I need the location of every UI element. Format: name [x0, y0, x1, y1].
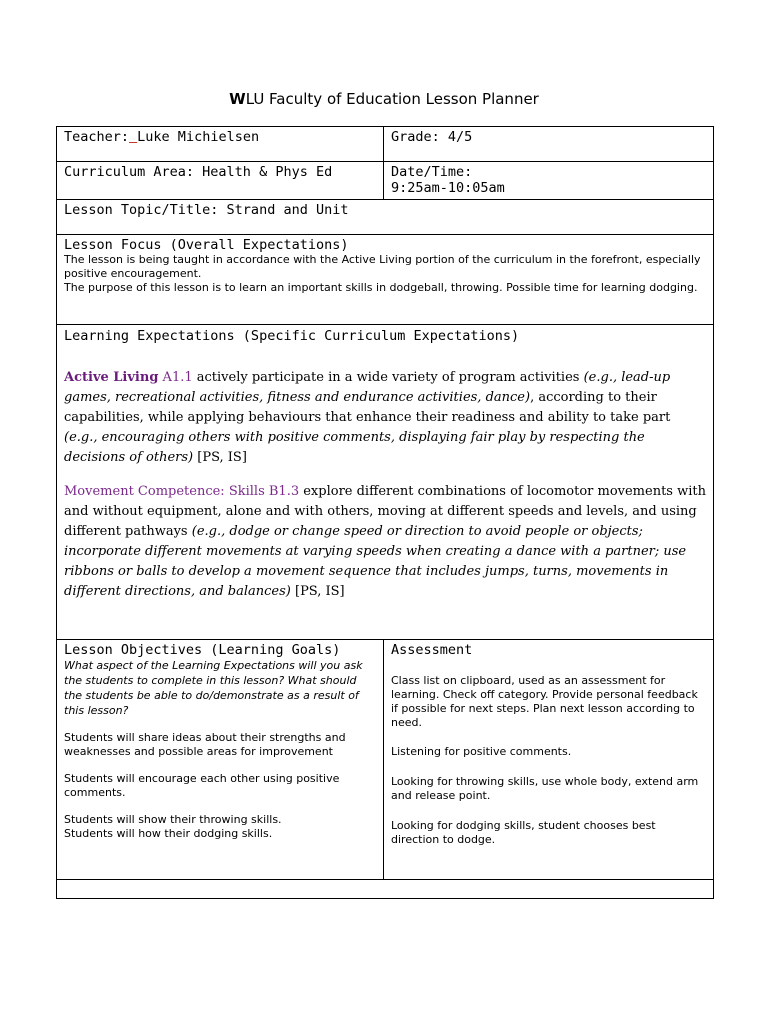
- lesson-planner-table: [56, 126, 714, 899]
- a1-text-1: actively participate in a wide variety of program activities: [192, 370, 584, 385]
- b1-examples: (e.g., dodge or change speed or direction to avoid people or objects; incorporate different movements at varying speeds when creating a dance with a partner; use ribbons or balls to develop a movement sequence that includes jumps, turns, movements in different directions, and balances): [64, 524, 687, 599]
- expectations-cell: [57, 325, 714, 640]
- objective-item-2: Students will encourage each other using positive comments.: [64, 772, 340, 799]
- teacher-cell: [57, 127, 384, 162]
- grade-cell: [384, 127, 714, 162]
- b1-text-2: [PS, IS]: [290, 584, 345, 599]
- grade-value: Grade: 4/5: [391, 129, 473, 145]
- datetime-cell: [384, 162, 714, 200]
- objectives-heading: Lesson Objectives (Learning Goals): [64, 642, 341, 658]
- datetime-value: 9:25am-10:05am: [391, 180, 505, 196]
- strand-active-living: Active Living: [64, 370, 159, 385]
- row-focus: [57, 235, 714, 325]
- code-a1-1: A1.1: [158, 370, 193, 385]
- b1-text-1: explore different combinations of locomotor movements with and without equipment, alone and with others, moving at different speeds and levels, and using different pathways: [64, 484, 706, 539]
- objective-item-3b: Students will how their dodging skills.: [64, 827, 273, 840]
- assessment-item-2: Listening for positive comments.: [391, 745, 572, 758]
- objective-item-3a: Students will show their throwing skills.: [64, 813, 282, 826]
- a1-examples-1: (e.g., lead-up games, recreational activities, fitness and endurance activities, dance): [64, 370, 671, 405]
- a1-examples-2: (e.g., encouraging others with positive comments, displaying fair play by respecting the decisions of others): [64, 430, 645, 465]
- row-empty-footer: [57, 880, 714, 899]
- curriculum-area: Curriculum Area: Health & Phys Ed: [64, 164, 333, 180]
- assessment-cell: [384, 640, 714, 880]
- curriculum-cell: [57, 162, 384, 200]
- page-title-lead: W: [229, 90, 246, 108]
- assessment-item-4: Looking for dodging skills, student chooses best direction to dodge.: [391, 819, 656, 846]
- objectives-prompt: What aspect of the Learning Expectations will you ask the students to complete in this lesson? What should the students be able to do/demonstrate as a result of this lesson?: [64, 659, 363, 717]
- assessment-item-3: Looking for throwing skills, use whole body, extend arm and release point.: [391, 775, 699, 802]
- focus-line-1: The lesson is being taught in accordance with the Active Living portion of the curriculum in the forefront, especially positive encouragement.: [64, 253, 701, 280]
- datetime-label: Date/Time:: [391, 164, 473, 180]
- row-curriculum-date: [57, 162, 714, 200]
- teacher-label: Teacher:: [64, 129, 130, 145]
- row-objectives-assessment: [57, 640, 714, 880]
- row-topic: [57, 200, 714, 235]
- page-title-rest: LU Faculty of Education Lesson Planner: [245, 90, 539, 108]
- expectations-heading: Learning Expectations (Specific Curriculum Expectations): [64, 328, 520, 344]
- lesson-topic: Lesson Topic/Title: Strand and Unit: [64, 202, 349, 218]
- page-title: [0, 90, 768, 108]
- teacher-name: Luke Michielsen: [137, 129, 260, 145]
- objectives-cell: [57, 640, 384, 880]
- focus-line-2: The purpose of this lesson is to learn an important skills in dodgeball, throwing. Possible time for learning dodging.: [64, 281, 698, 294]
- topic-cell: [57, 200, 714, 235]
- assessment-item-1: Class list on clipboard, used as an assessment for learning. Check off category. Provide personal feedback if possible for next steps. Plan next lesson according to need.: [391, 674, 698, 729]
- a1-text-3: [PS, IS]: [193, 450, 247, 465]
- a1-text-2: , according to their capabilities, while applying behaviours that enhance their readiness and ability to take part: [64, 390, 671, 425]
- objective-item-1: Students will share ideas about their strengths and weaknesses and possible areas for improvement: [64, 731, 346, 758]
- expectation-b1-3: [64, 482, 706, 602]
- expectation-a1-1: [64, 368, 706, 468]
- strand-movement-competence: Movement Competence: Skills B1.3: [64, 484, 300, 499]
- focus-cell: [57, 235, 714, 325]
- assessment-heading: Assessment: [391, 642, 473, 658]
- row-teacher-grade: [57, 127, 714, 162]
- focus-heading: Lesson Focus (Overall Expectations): [64, 237, 349, 253]
- row-expectations: [57, 325, 714, 640]
- empty-footer-cell: [57, 880, 714, 899]
